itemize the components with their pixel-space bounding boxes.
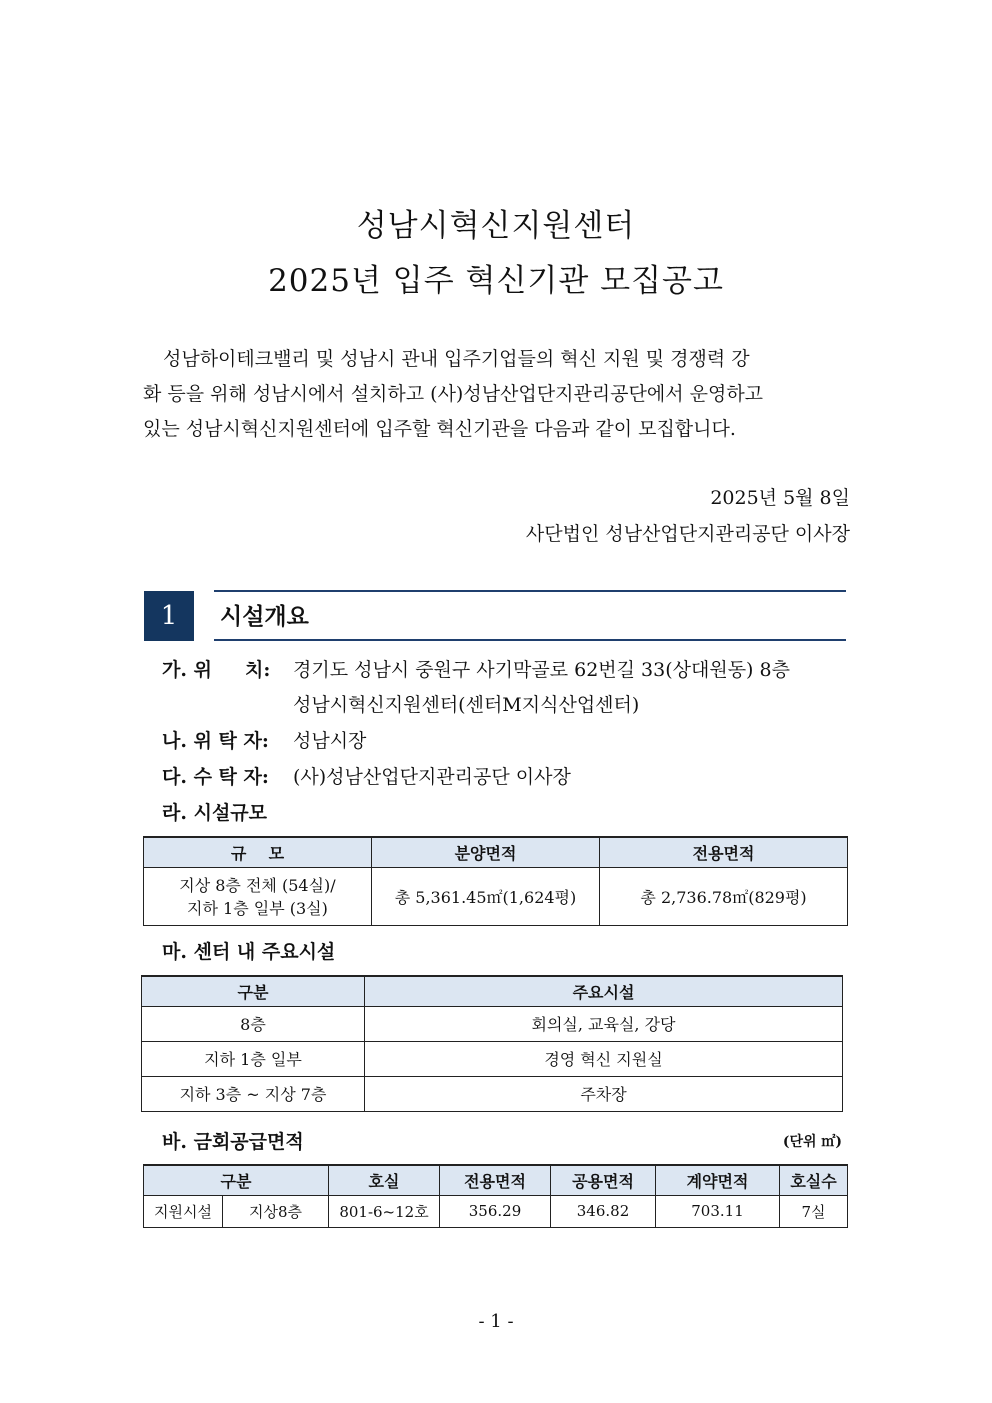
supply-cell-common: 346.82 bbox=[551, 1195, 656, 1227]
item-trustee-value: (사)성남산업단지관리공단 이사장 bbox=[293, 766, 571, 788]
supply-cell-count: 7실 bbox=[780, 1195, 848, 1227]
supply-header-contract: 계약면적 bbox=[656, 1165, 780, 1195]
facility-row-division: 지하 1층 일부 bbox=[142, 1041, 365, 1076]
scale-cell-scale-line1: 지상 8층 전체 (54실)/ bbox=[179, 876, 336, 895]
scale-cell-exclusive: 총 2,736.78㎡(829평) bbox=[600, 867, 848, 925]
supply-cell-type: 지원시설 bbox=[144, 1195, 223, 1227]
supply-cell-contract: 703.11 bbox=[656, 1195, 780, 1227]
item-location-value-1: 경기도 성남시 중원구 사기막골로 62번길 33(상대원동) 8층 bbox=[293, 659, 790, 681]
intro-line-1: 성남하이테크밸리 및 성남시 관내 입주기업들의 혁신 지원 및 경쟁력 강 bbox=[163, 348, 750, 370]
facility-header-main: 주요시설 bbox=[365, 976, 843, 1006]
doc-title-line1: 성남시혁신지원센터 bbox=[356, 208, 636, 244]
supply-header-exclusive: 전용면적 bbox=[440, 1165, 551, 1195]
scale-cell-scale bbox=[144, 867, 372, 925]
scale-table bbox=[143, 836, 848, 926]
supply-table bbox=[143, 1164, 848, 1228]
supply-header-room: 호실 bbox=[329, 1165, 440, 1195]
item-trustor-value: 성남시장 bbox=[293, 730, 367, 752]
supply-cell-room: 801-6~12호 bbox=[329, 1195, 440, 1227]
facility-row-division: 8층 bbox=[142, 1006, 365, 1041]
item-facilities-label: 마. 센터 내 주요시설 bbox=[162, 941, 336, 963]
issuer: 사단법인 성남산업단지관리공단 이사장 bbox=[525, 523, 850, 545]
intro-line-3: 있는 성남시혁신지원센터에 입주할 혁신기관을 다음과 같이 모집합니다. bbox=[143, 418, 736, 440]
scale-header-exclusive: 전용면적 bbox=[600, 837, 848, 867]
item-trustee-label: 다. 수 탁 자: bbox=[162, 766, 269, 788]
item-trustor-label: 나. 위 탁 자: bbox=[162, 730, 269, 752]
facility-row-main: 경영 혁신 지원실 bbox=[365, 1041, 843, 1076]
scale-cell-sale: 총 5,361.45㎡(1,624평) bbox=[371, 867, 599, 925]
supply-header-common: 공용면적 bbox=[551, 1165, 656, 1195]
doc-title-line2: 2025년 입주 혁신기관 모집공고 bbox=[268, 263, 724, 299]
supply-cell-exclusive: 356.29 bbox=[440, 1195, 551, 1227]
section-title: 시설개요 bbox=[220, 603, 309, 630]
scale-cell-scale-line2: 지하 1층 일부 (3실) bbox=[187, 899, 328, 918]
supply-cell-floor: 지상8층 bbox=[223, 1195, 329, 1227]
supply-header-division: 구분 bbox=[144, 1165, 329, 1195]
facility-row-division: 지하 3층 ~ 지상 7층 bbox=[142, 1076, 365, 1111]
item-location-value-2: 성남시혁신지원센터(센터M지식산업센터) bbox=[293, 694, 640, 716]
announcement-date: 2025년 5월 8일 bbox=[710, 487, 850, 509]
supply-unit: (단위 ㎡) bbox=[782, 1134, 842, 1150]
supply-header-count: 호실수 bbox=[780, 1165, 848, 1195]
facility-table bbox=[141, 975, 843, 1112]
item-scale-label: 라. 시설규모 bbox=[162, 802, 267, 824]
section-number: 1 bbox=[144, 591, 194, 641]
facility-row-main: 주차장 bbox=[365, 1076, 843, 1111]
page-number: - 1 - bbox=[478, 1311, 514, 1332]
section-rule-top bbox=[214, 590, 846, 592]
item-location-label: 가. 위 치: bbox=[162, 659, 271, 681]
scale-header-sale: 분양면적 bbox=[371, 837, 599, 867]
section-rule-bottom bbox=[214, 639, 846, 641]
facility-header-division: 구분 bbox=[142, 976, 365, 1006]
intro-line-2: 화 등을 위해 성남시에서 설치하고 (사)성남산업단지관리공단에서 운영하고 bbox=[143, 383, 764, 405]
scale-header-scale: 규 모 bbox=[144, 837, 372, 867]
facility-row-main: 회의실, 교육실, 강당 bbox=[365, 1006, 843, 1041]
item-supply-label: 바. 금회공급면적 bbox=[162, 1131, 304, 1153]
